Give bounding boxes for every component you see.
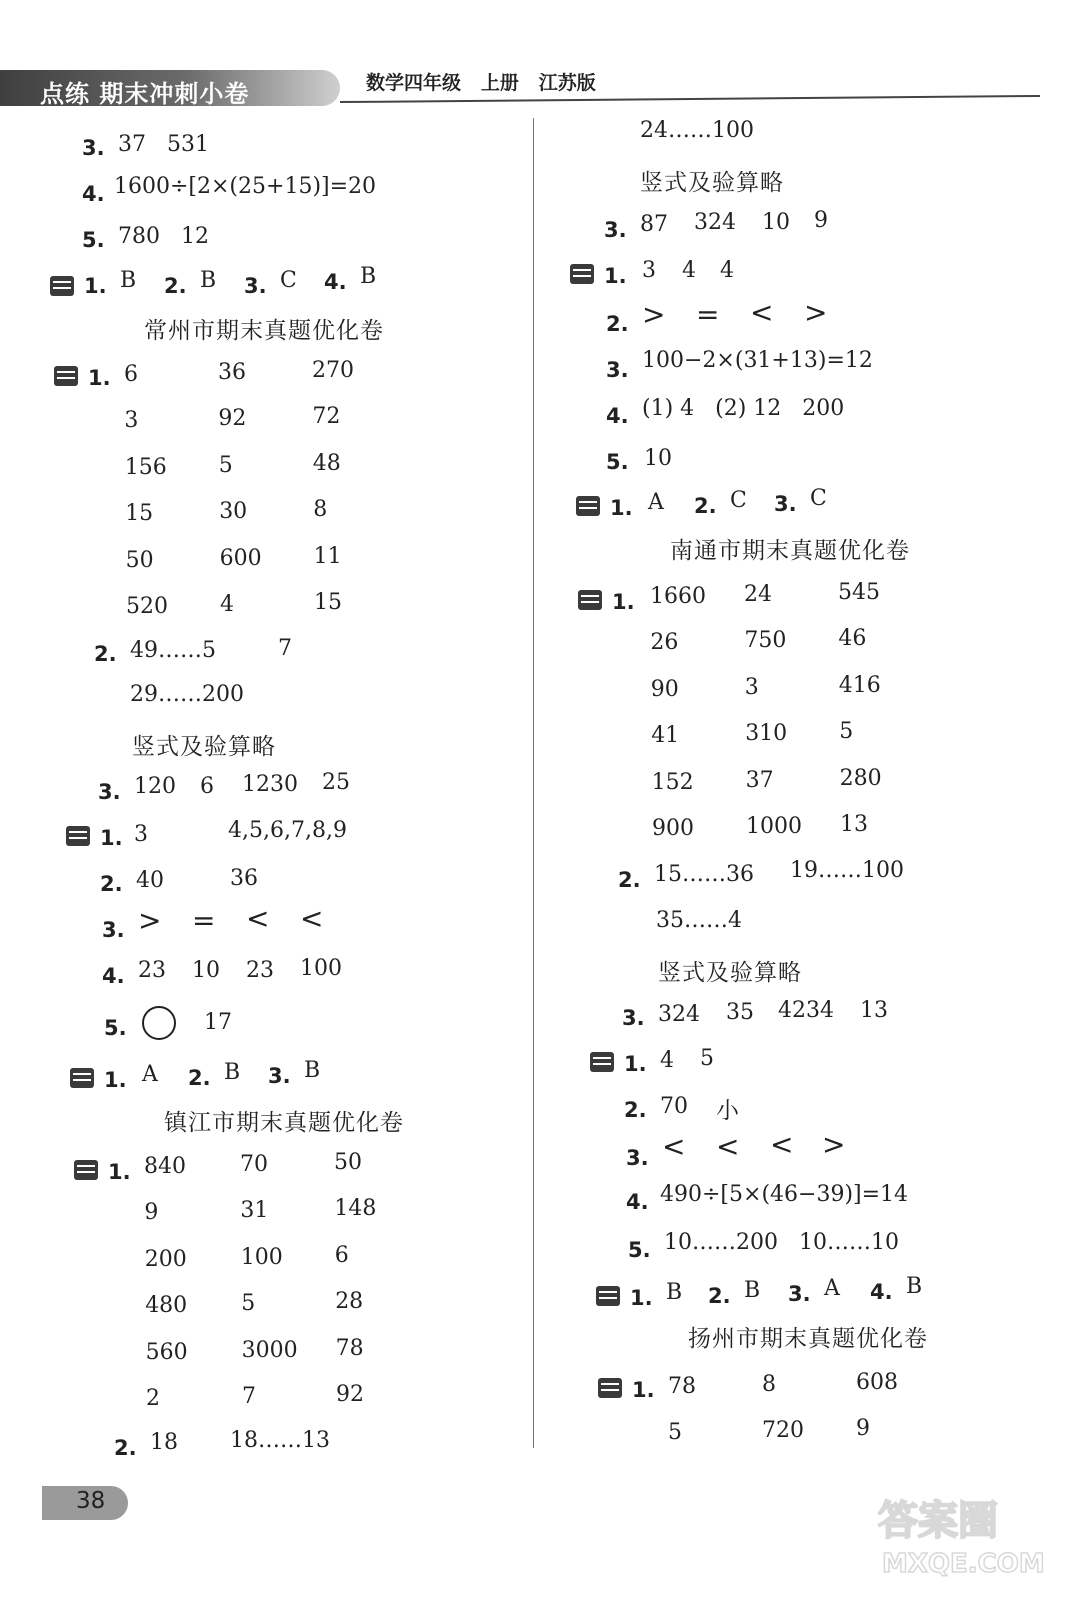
- question-number: 3.: [788, 1282, 811, 1306]
- answer-text: 7: [278, 636, 292, 661]
- question-number: 3.: [774, 492, 797, 516]
- question-number: 3.: [606, 358, 629, 382]
- answer-value: 4: [660, 1048, 674, 1073]
- answer-value: 5: [700, 1046, 714, 1071]
- grid-cell: 416: [838, 672, 881, 698]
- grid-cell: 90: [650, 676, 679, 702]
- question-number: 4.: [870, 1280, 893, 1304]
- grid-cell: 608: [856, 1370, 898, 1395]
- question-number: 1.: [100, 826, 123, 850]
- grid-cell: 720: [762, 1418, 804, 1443]
- grid-cell: 26: [650, 630, 679, 656]
- grid-cell: 28: [335, 1289, 364, 1315]
- grid-cell: 750: [744, 628, 787, 654]
- grid-cell: 3000: [241, 1337, 298, 1363]
- question-number: 2.: [618, 868, 641, 892]
- grid-cell: 5: [218, 452, 233, 478]
- grid-cell: 6: [334, 1242, 349, 1268]
- section-two-icon: [590, 1052, 614, 1072]
- question-number: 5.: [82, 228, 105, 252]
- answer-equation: 100−2×(31+13)=12: [642, 348, 873, 373]
- grid-cell: 1000: [746, 814, 802, 839]
- answer-text: 35……4: [656, 908, 742, 933]
- answer-text: 10……200 10……10: [664, 1230, 899, 1255]
- choice-answer: B: [666, 1280, 683, 1305]
- answer-value: 13: [860, 998, 888, 1023]
- grid-cell: 31: [240, 1198, 269, 1224]
- grid-cell: 520: [126, 594, 168, 619]
- omitted-note: 竖式及验算略: [658, 960, 802, 986]
- choice-answer: C: [810, 486, 827, 511]
- answer-value: 324: [658, 1002, 700, 1027]
- answer-text: 15……36: [654, 862, 754, 887]
- answer-value: 3: [134, 822, 148, 847]
- watermark-logo: [876, 1488, 1046, 1578]
- omitted-note: 竖式及验算略: [640, 170, 784, 196]
- header-rule: [340, 95, 1040, 103]
- answer-text: 24……100: [640, 118, 754, 143]
- grid-cell: 24: [744, 582, 772, 607]
- comparison-symbol: =: [696, 298, 720, 331]
- question-number: 3.: [604, 218, 627, 242]
- question-number: 5.: [104, 1016, 127, 1040]
- grid-cell: 11: [313, 543, 342, 569]
- choice-answer: B: [120, 268, 137, 293]
- answer-text: (1) 4 (2) 12 200: [642, 396, 845, 421]
- section-three-icon: [50, 276, 74, 296]
- choice-answer: B: [906, 1274, 923, 1299]
- choice-answer: B: [360, 264, 377, 289]
- question-number: 2.: [94, 642, 117, 666]
- grid-cell: 3: [744, 674, 759, 700]
- question-number: 3.: [622, 1006, 645, 1030]
- answer-value: 17: [204, 1010, 232, 1035]
- grid-cell: 92: [336, 1382, 364, 1407]
- section-title-yangzhou: 扬州市期末真题优化卷: [688, 1326, 928, 1352]
- header-edition: 江苏版: [538, 72, 596, 94]
- grid-cell: 152: [651, 769, 694, 795]
- grid-cell: 100: [240, 1244, 283, 1270]
- comparison-symbol: <: [300, 902, 324, 935]
- question-number: 4.: [606, 404, 629, 428]
- grid-cell: 200: [144, 1246, 187, 1272]
- answer-text: 37 531: [118, 132, 209, 157]
- choice-answer: B: [224, 1060, 241, 1085]
- grid-cell: 545: [838, 580, 880, 605]
- grid-cell: 7: [242, 1384, 256, 1409]
- question-number: 3.: [626, 1146, 649, 1170]
- section-three-icon: [70, 1068, 94, 1088]
- watermark-brand: 答案圈: [878, 1498, 998, 1544]
- question-number: 3.: [268, 1064, 291, 1088]
- comparison-symbol: <: [716, 1130, 740, 1163]
- choice-answer: B: [200, 268, 217, 293]
- question-number: 4.: [324, 270, 347, 294]
- grid-cell: 50: [334, 1150, 362, 1175]
- grid-cell: 480: [145, 1293, 188, 1319]
- grid-cell: 5: [839, 719, 854, 745]
- grid-cell: 92: [218, 406, 247, 432]
- section-title-zhenjiang: 镇江市期末真题优化卷: [164, 1110, 404, 1136]
- question-number: 4.: [82, 182, 105, 206]
- question-number: 3.: [98, 780, 121, 804]
- section-title-nantong: 南通市期末真题优化卷: [670, 538, 910, 564]
- question-number: 2.: [164, 274, 187, 298]
- answer-value: 10: [192, 958, 220, 983]
- question-number: 2.: [188, 1066, 211, 1090]
- answer-value: 1230: [242, 772, 298, 797]
- answer-value: 18……13: [230, 1428, 330, 1453]
- grid-cell: 15: [125, 501, 154, 527]
- comparison-symbol: =: [192, 904, 216, 937]
- comparison-symbol: >: [822, 1128, 846, 1161]
- header-subject: 数学四年级: [366, 72, 462, 94]
- header-book-info: [366, 68, 596, 95]
- page-number-tab: [42, 1486, 128, 1520]
- omitted-note: 竖式及验算略: [132, 734, 276, 760]
- question-number: 3.: [82, 136, 105, 160]
- question-number: 1.: [612, 590, 635, 614]
- question-number: 1.: [610, 496, 633, 520]
- question-number: 2.: [694, 494, 717, 518]
- grid-cell: 15: [314, 590, 342, 615]
- grid-cell: 70: [240, 1152, 268, 1177]
- comparison-symbol: <: [770, 1128, 794, 1161]
- answer-value: 4,5,6,7,8,9: [228, 818, 347, 843]
- answer-equation: 490÷[5×(46−39)]=14: [660, 1182, 909, 1207]
- comparison-symbol: >: [138, 904, 162, 937]
- grid-cell: 6: [124, 362, 138, 387]
- section-one-icon: [74, 1160, 98, 1180]
- section-one-icon: [54, 366, 78, 386]
- grid-cell: 600: [219, 545, 262, 571]
- answer-text: 19……100: [790, 858, 904, 883]
- header-series-banner: [0, 70, 340, 106]
- grid-cell: 280: [839, 765, 882, 791]
- choice-answer: B: [744, 1278, 761, 1303]
- answer-text: 10: [644, 446, 672, 471]
- grid-cell: 1660: [650, 584, 706, 609]
- grid-cell: 5: [668, 1420, 682, 1445]
- question-number: 1.: [604, 264, 627, 288]
- question-number: 1.: [108, 1160, 131, 1184]
- answer-value: 3: [642, 258, 656, 283]
- answer-value: 6: [200, 774, 214, 799]
- question-number: 2.: [708, 1284, 731, 1308]
- grid-cell: 41: [651, 723, 680, 749]
- grid-cell: 148: [334, 1196, 377, 1222]
- section-three-icon: [576, 496, 600, 516]
- question-number: 3.: [244, 274, 267, 298]
- choice-answer: A: [648, 490, 664, 515]
- answer-value: 40: [136, 868, 164, 893]
- comparison-symbol: >: [642, 298, 666, 331]
- column-divider: [533, 118, 534, 1448]
- answer-value: 9: [814, 208, 828, 233]
- question-number: 3.: [102, 918, 125, 942]
- grid-cell: 9: [144, 1200, 159, 1226]
- question-number: 4.: [102, 964, 125, 988]
- watermark-url: MXQE.COM: [882, 1549, 1045, 1578]
- answer-value: 35: [726, 1000, 754, 1025]
- header-series-title: 点练 期末冲刺小卷: [40, 80, 250, 108]
- answer-value: 23: [138, 958, 166, 983]
- choice-answer: B: [304, 1058, 321, 1083]
- answer-text: 780 12: [118, 224, 209, 249]
- grid-cell: 8: [762, 1372, 776, 1397]
- answer-value: 100: [300, 956, 342, 981]
- grid-cell: 4: [220, 592, 234, 617]
- question-number: 2.: [114, 1436, 137, 1460]
- grid-cell: 560: [145, 1339, 188, 1365]
- section-three-icon: [596, 1286, 620, 1306]
- grid-cell: 310: [745, 721, 788, 747]
- question-number: 1.: [88, 366, 111, 390]
- circle-shape-icon: [142, 1006, 176, 1040]
- header-volume: 上册: [480, 72, 519, 94]
- comparison-symbol: <: [246, 902, 270, 935]
- question-number: 2.: [624, 1098, 647, 1122]
- question-number: 1.: [630, 1286, 653, 1310]
- grid-cell: 50: [125, 547, 154, 573]
- answer-value: 120: [134, 774, 176, 799]
- grid-cell: 72: [312, 404, 341, 430]
- grid-cell: 30: [219, 499, 248, 525]
- section-two-icon: [570, 264, 594, 284]
- section-one-icon: [598, 1378, 622, 1398]
- comparison-symbol: <: [662, 1130, 686, 1163]
- grid-cell: 3: [124, 408, 139, 434]
- choice-answer: C: [730, 488, 747, 513]
- comparison-symbol: <: [750, 296, 774, 329]
- grid-cell: 840: [144, 1154, 186, 1179]
- answer-value: 18: [150, 1430, 178, 1455]
- question-number: 5.: [628, 1238, 651, 1262]
- answer-value: 23: [246, 958, 274, 983]
- grid-cell: 36: [218, 360, 246, 385]
- grid-cell: 156: [124, 454, 167, 480]
- grid-cell: 9: [856, 1416, 870, 1441]
- answer-value: 4: [682, 258, 696, 283]
- answer-value: 4234: [778, 998, 834, 1023]
- section-two-icon: [66, 826, 90, 846]
- answer-value: 小: [716, 1098, 740, 1124]
- question-number: 4.: [626, 1190, 649, 1214]
- question-number: 1.: [84, 274, 107, 298]
- grid-cell: 78: [335, 1335, 364, 1361]
- answer-value: 324: [694, 210, 736, 235]
- question-number: 2.: [100, 872, 123, 896]
- grid-cell: 46: [838, 626, 867, 652]
- grid-cell: 270: [312, 358, 354, 383]
- page-number: 38: [76, 1488, 106, 1514]
- answer-value: 25: [322, 770, 350, 795]
- grid-cell: 37: [745, 767, 774, 793]
- question-number: 1.: [104, 1068, 127, 1092]
- question-number: 2.: [606, 312, 629, 336]
- answer-value: 87: [640, 212, 668, 237]
- answer-text: 29……200: [130, 682, 244, 707]
- answer-value: 4: [720, 258, 734, 283]
- grid-cell: 900: [652, 816, 694, 841]
- answer-value: 70: [660, 1094, 688, 1119]
- grid-cell: 78: [668, 1374, 696, 1399]
- question-number: 1.: [632, 1378, 655, 1402]
- answer-text: 49……5: [130, 638, 216, 663]
- grid-cell: 5: [241, 1291, 256, 1317]
- section-one-icon: [578, 590, 602, 610]
- grid-cell: 8: [313, 497, 328, 523]
- answer-value: 10: [762, 210, 790, 235]
- grid-cell: 2: [146, 1386, 160, 1411]
- choice-answer: A: [142, 1062, 158, 1087]
- answer-value: 36: [230, 866, 258, 891]
- comparison-symbol: >: [804, 296, 828, 329]
- grid-cell: 13: [840, 812, 868, 837]
- section-title-changzhou: 常州市期末真题优化卷: [144, 318, 384, 344]
- choice-answer: C: [280, 268, 297, 293]
- answer-equation: 1600÷[2×(25+15)]=20: [114, 174, 377, 199]
- question-number: 1.: [624, 1052, 647, 1076]
- choice-answer: A: [824, 1276, 840, 1301]
- question-number: 5.: [606, 450, 629, 474]
- grid-cell: 48: [312, 450, 341, 476]
